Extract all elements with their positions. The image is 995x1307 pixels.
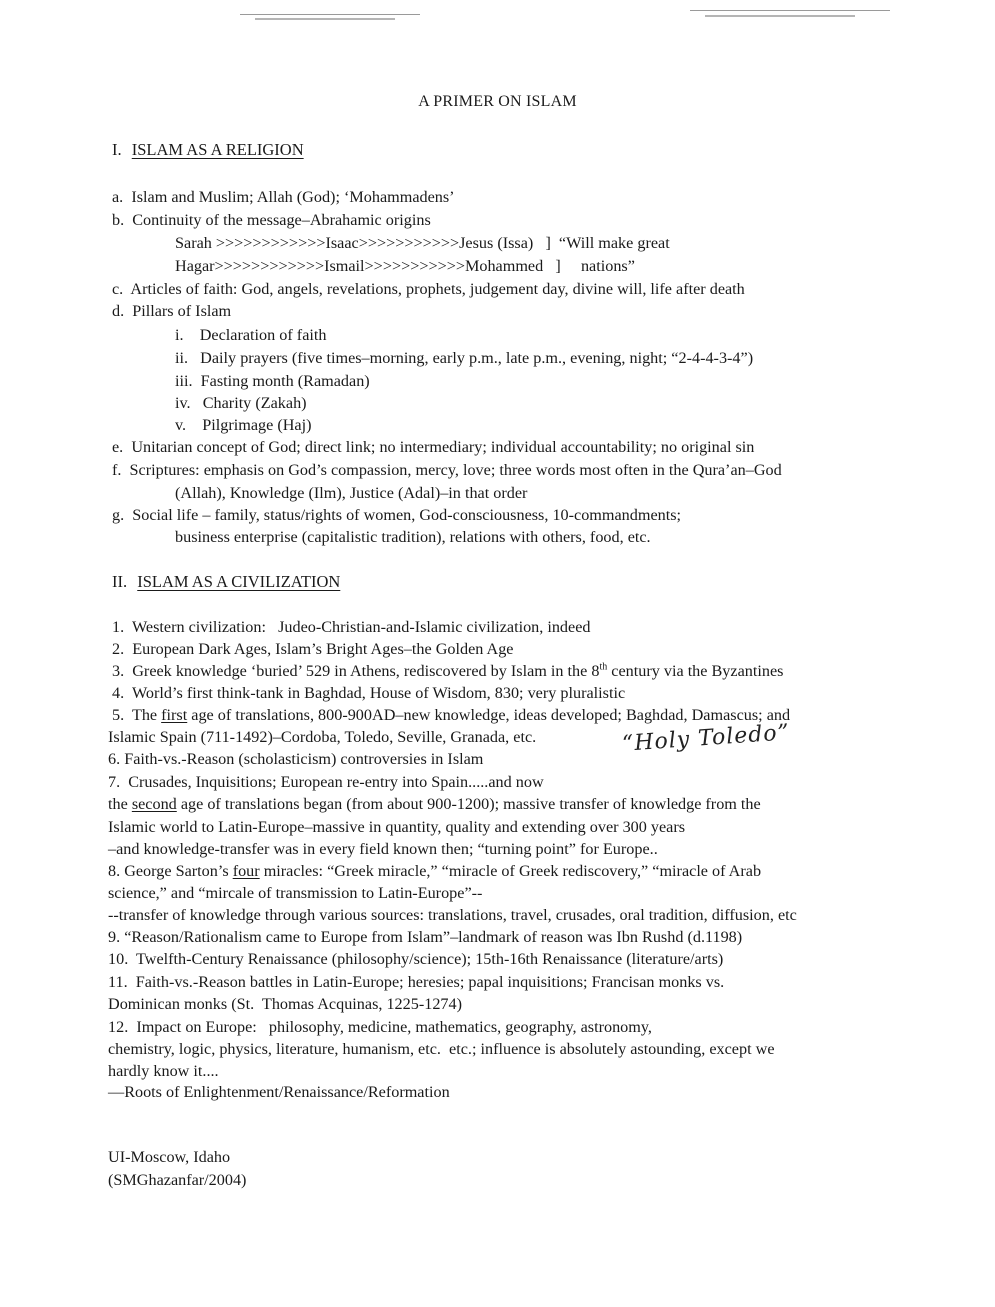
roots-line: —Roots of Enlightenment/Renaissance/Reformation <box>108 1083 450 1101</box>
civ-item-7-line-4: –and knowledge-transfer was in every field known then; “turning point” for Europe.. <box>108 840 658 858</box>
civ-item-8-line-3: --transfer of knowledge through various sources: translations, travel, crusades, oral tradition, diffusion, etc <box>108 906 797 924</box>
civ-item-5-text-end: age of translations, 800-900AD–new knowledge, ideas developed; Baghdad, Damascus; and <box>187 706 791 724</box>
item-b: b. Continuity of the message–Abrahamic origins <box>112 211 431 229</box>
section-1-numeral: I. <box>112 140 122 159</box>
civ-item-12-line-2: chemistry, logic, physics, literature, humanism, etc. etc.; influence is absolutely astounding, except we <box>108 1040 775 1058</box>
civ-item-8-underlined: four <box>232 862 260 880</box>
pillar-1: i. Declaration of faith <box>175 326 327 344</box>
item-g: g. Social life – family, status/rights of women, God-consciousness, 10-commandments; <box>112 506 682 524</box>
footer-author: (SMGhazanfar/2004) <box>108 1171 247 1189</box>
civ-item-8 <box>108 861 761 881</box>
civ-item-3-superscript: th <box>599 661 608 673</box>
civ-item-9: 9. “Reason/Rationalism came to Europe from Islam”–landmark of reason was Ibn Rushd (d.1198) <box>108 928 743 946</box>
civ-item-11-line-2: Dominican monks (St. Thomas Acquinas, 1225-1274) <box>108 995 462 1013</box>
scan-artifact-right <box>690 10 890 11</box>
civ-item-7-line-3: Islamic world to Latin-Europe–massive in quantity, quality and extending over 300 years <box>108 818 686 836</box>
pillar-5: v. Pilgrimage (Haj) <box>175 416 312 434</box>
civ-item-3-text-end: century via the Byzantines <box>607 662 784 680</box>
pillar-4: iv. Charity (Zakah) <box>175 394 307 412</box>
civ-item-10: 10. Twelfth-Century Renaissance (philosophy/science); 15th-16th Renaissance (literature/arts) <box>108 950 724 968</box>
civ-item-11: 11. Faith-vs.-Reason battles in Latin-Europe; heresies; papal inquisitions; Francisan monks vs. <box>108 973 725 991</box>
civ-item-7-line-2 <box>108 794 761 814</box>
civ-item-5-underlined: first <box>161 706 188 724</box>
civ-item-5-continued: Islamic Spain (711-1492)–Cordoba, Toledo, Seville, Granada, etc. <box>108 728 537 746</box>
civ-item-12-line-3: hardly know it.... <box>108 1062 219 1080</box>
civ-item-1: 1. Western civilization: Judeo-Christian-and-Islamic civilization, indeed <box>112 618 591 636</box>
item-b-sarah-lineage: Sarah >>>>>>>>>>>>Isaac>>>>>>>>>>>Jesus (Issa) ] “Will make great <box>175 234 670 252</box>
section-2-numeral: II. <box>112 572 128 591</box>
civ-item-7: 7. Crusades, Inquisitions; European re-entry into Spain.....and now <box>108 773 544 791</box>
civ-item-12: 12. Impact on Europe: philosophy, medicine, mathematics, geography, astronomy, <box>108 1018 652 1036</box>
section-2-title: ISLAM AS A CIVILIZATION <box>137 572 341 591</box>
pillar-3: iii. Fasting month (Ramadan) <box>175 372 370 390</box>
civ-item-3-text: 3. Greek knowledge ‘buried’ 529 in Athens, rediscovered by Islam in the 8 <box>112 662 600 680</box>
civ-item-7-line-2-text: the <box>108 795 132 813</box>
item-b-hagar-lineage: Hagar>>>>>>>>>>>>Ismail>>>>>>>>>>>Mohammed ] nations” <box>175 257 635 275</box>
document-title: A PRIMER ON ISLAM <box>418 93 577 110</box>
handwritten-note: “Holy Toledo” <box>621 720 791 757</box>
scan-artifact-left <box>240 14 420 15</box>
item-d: d. Pillars of Islam <box>112 302 232 320</box>
scan-artifact-left-2 <box>255 18 395 20</box>
civ-item-7-line-2-text-end: age of translations began (from about 900-1200); massive transfer of knowledge from the <box>176 795 761 813</box>
civ-item-2: 2. European Dark Ages, Islam’s Bright Ages–the Golden Age <box>112 640 514 658</box>
civ-item-7-underlined: second <box>131 795 177 813</box>
section-1-title: ISLAM AS A RELIGION <box>131 140 304 159</box>
civ-item-5-text: 5. The <box>112 706 162 724</box>
item-e: e. Unitarian concept of God; direct link; no intermediary; individual accountability; no original sin <box>112 438 755 456</box>
item-g-continued: business enterprise (capitalistic tradition), relations with others, food, etc. <box>175 528 651 546</box>
civ-item-5 <box>112 705 790 725</box>
civ-item-6: 6. Faith-vs.-Reason (scholasticism) controversies in Islam <box>108 750 484 768</box>
civ-item-3 <box>112 661 783 681</box>
item-c: c. Articles of faith: God, angels, revelations, prophets, judgement day, divine will, life after death <box>112 280 745 298</box>
item-a: a. Islam and Muslim; Allah (God); ‘Mohammadens’ <box>112 188 455 206</box>
item-f-continued: (Allah), Knowledge (Ilm), Justice (Adal)–in that order <box>175 484 528 502</box>
civ-item-8-line-2: science,” and “mircale of transmission to Latin-Europe”-- <box>108 884 483 902</box>
civ-item-4: 4. World’s first think-tank in Baghdad, House of Wisdom, 830; very pluralistic <box>112 684 626 702</box>
pillar-2: ii. Daily prayers (five times–morning, early p.m., late p.m., evening, night; “2-4-4-3-4”) <box>175 349 754 367</box>
scan-artifact-right-2 <box>705 15 855 17</box>
item-f: f. Scriptures: emphasis on God’s compassion, mercy, love; three words most often in the Qura’an–God <box>112 461 782 479</box>
civ-item-8-text: 8. George Sarton’s <box>108 862 233 880</box>
footer-place: UI-Moscow, Idaho <box>108 1148 231 1166</box>
section-2-heading <box>112 572 340 592</box>
section-1-heading <box>112 140 304 160</box>
civ-item-8-text-end: miracles: “Greek miracle,” “miracle of Greek rediscovery,” “miracle of Arab <box>259 862 762 880</box>
